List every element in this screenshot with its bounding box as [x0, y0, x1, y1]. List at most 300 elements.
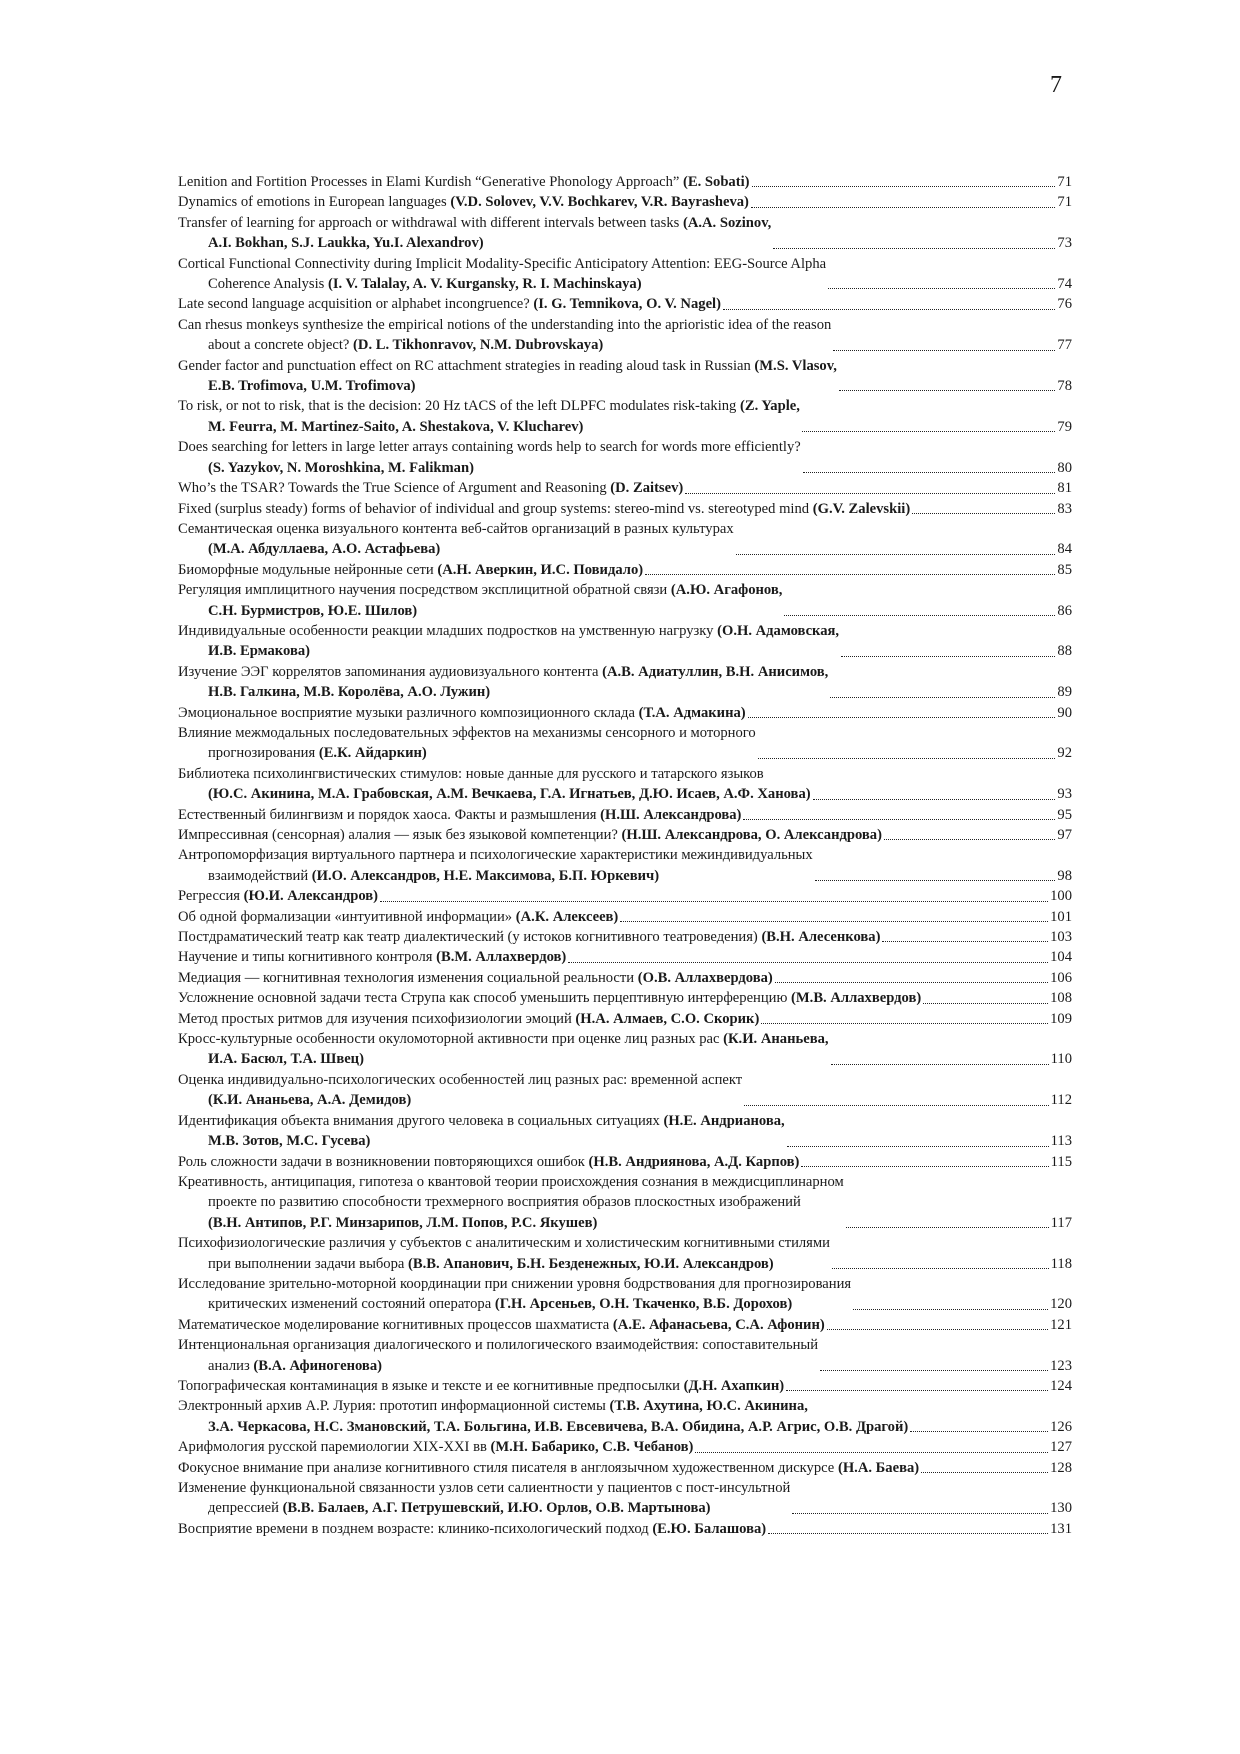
entry-authors: (А.Н. Аверкин, И.С. Повидало) [437, 561, 644, 578]
entry-line [178, 1009, 759, 1029]
table-of-contents [178, 172, 1072, 1539]
entry-authors: A.I. Bokhan, S.J. Laukka, Yu.I. Alexandrov) [208, 235, 484, 252]
entry-title: Психофизиологические различия у субъектов с аналитическим и холистическим когнитивными стилями [178, 1235, 830, 1252]
entry-authors: (В.В. Балаев, А.Г. Петрушевский, И.Ю. Орлов, О.В. Мартынова) [282, 1500, 711, 1517]
entry-authors: Н.В. Галкина, М.В. Королёва, А.О. Лужин) [208, 684, 491, 701]
entry-text [178, 703, 746, 723]
entry-authors: (К.И. Ананьева, А.А. Демидов) [208, 1092, 412, 1109]
entry-authors: (Д.Н. Ахапкин) [683, 1377, 785, 1394]
entry-title: Исследование зрительно-моторной координации при снижении уровня бодрствования для прогнозирования [178, 1275, 852, 1292]
entry-page-number: 115 [1050, 1153, 1072, 1170]
entry-title: Роль сложности задачи в возникновении повторяющихся ошибок [178, 1153, 589, 1170]
toc-entry[interactable] [178, 1437, 1072, 1457]
entry-title: Оценка индивидуально-психологических особенностей лиц разных рас: временной аспект [178, 1071, 743, 1088]
entry-title: Lenition and Fortition Processes in Elami Kurdish “Generative Phonology Approach” [178, 174, 684, 190]
entry-line [178, 356, 837, 376]
toc-entry[interactable] [178, 1070, 1072, 1111]
entry-line [178, 1478, 790, 1498]
toc-entry[interactable] [178, 968, 1072, 988]
toc-entry[interactable] [178, 580, 1072, 621]
entry-page-number: 88 [1057, 643, 1072, 660]
toc-entry[interactable] [178, 1029, 1072, 1070]
entry-authors: (V.D. Solovev, V.V. Bochkarev, V.R. Bayrasheva) [450, 194, 749, 211]
entry-authors: (Н.А. Алмаев, С.О. Скорик) [575, 1010, 760, 1027]
toc-entry[interactable] [178, 499, 1072, 519]
entry-text [178, 1152, 799, 1172]
page-number: 7 [1050, 72, 1062, 98]
dot-leader [784, 614, 1055, 616]
entry-text [178, 294, 721, 314]
entry-title: Gender factor and punctuation effect on RC attachment strategies in reading aloud task in Russian [178, 357, 755, 374]
dot-leader [744, 1104, 1049, 1106]
toc-entry[interactable] [178, 764, 1072, 805]
entry-title: Эмоциональное восприятие музыки различного композиционного склада [178, 704, 639, 721]
entry-line [178, 1437, 693, 1457]
entry-title: Изучение ЭЭГ коррелятов запоминания аудиовизуального контента [178, 663, 603, 680]
entry-text [178, 927, 880, 947]
entry-title: Фокусное внимание при анализе когнитивного стиля писателя в англоязычном художественном дискурсе [178, 1459, 838, 1476]
toc-entry[interactable] [178, 294, 1072, 314]
dot-leader [773, 247, 1055, 249]
dot-leader [841, 655, 1055, 657]
entry-line [178, 805, 741, 825]
entry-authors: (В.М. Аллахвердов) [436, 949, 567, 966]
dot-leader [645, 573, 1055, 575]
entry-authors: (G.V. Zalevskii) [812, 500, 911, 517]
entry-line [178, 1131, 785, 1151]
entry-text [178, 662, 828, 703]
entry-text [178, 437, 801, 478]
entry-title: Естественный билингвизм и порядок хаоса. Факты и размышления [178, 806, 601, 823]
entry-title: Антропоморфизация виртуального партнера и психологические характеристики межиндивидуальных [178, 847, 813, 864]
entry-title: проекте по развитию способности трехмерного восприятия образов плоскостных изображений [208, 1194, 801, 1211]
entry-page-number: 100 [1050, 888, 1072, 905]
entry-page-number: 126 [1050, 1418, 1072, 1435]
dot-leader [620, 920, 1048, 922]
entry-title: about a concrete object? [208, 337, 354, 354]
dot-leader [839, 389, 1056, 391]
entry-text [178, 886, 378, 906]
entry-authors: (M.S. Vlasov, [754, 357, 837, 374]
entry-page-number: 110 [1050, 1051, 1072, 1068]
entry-text [178, 968, 773, 988]
entry-title: Cortical Functional Connectivity during Implicit Modality-Specific Anticipatory Attention: EEG-Source Alpha [178, 255, 827, 272]
toc-entry[interactable] [178, 192, 1072, 212]
entry-line [178, 947, 566, 967]
entry-page-number: 71 [1057, 174, 1072, 190]
entry-authors: (Н.А. Баева) [837, 1459, 920, 1476]
entry-line [178, 1315, 825, 1335]
entry-authors: М.В. Зотов, М.С. Гусева) [208, 1133, 371, 1150]
entry-line [178, 437, 801, 457]
entry-page-number: 73 [1057, 235, 1072, 252]
entry-page-number: 83 [1057, 500, 1072, 517]
entry-line [178, 1233, 830, 1253]
dot-leader [775, 981, 1048, 983]
entry-text [178, 1172, 844, 1233]
entry-authors: (D. L. Tikhonravov, N.M. Dubrovskaya) [353, 337, 604, 354]
entry-text [178, 1458, 919, 1478]
entry-line [178, 1458, 919, 1478]
entry-title: Импрессивная (сенсорная) алалия — язык без языковой компетенции? [178, 827, 622, 843]
toc-entry[interactable] [178, 1376, 1072, 1396]
entry-text [178, 1111, 785, 1152]
entry-line [178, 1172, 844, 1192]
entry-page-number: 85 [1057, 561, 1072, 578]
entry-line [178, 172, 750, 192]
toc-entry[interactable] [178, 1172, 1072, 1233]
toc-entry[interactable] [178, 560, 1072, 580]
entry-line [178, 703, 746, 723]
entry-page-number: 121 [1050, 1316, 1072, 1333]
toc-entry[interactable] [178, 1315, 1072, 1335]
entry-line [178, 1254, 830, 1274]
toc-entry[interactable] [178, 1458, 1072, 1478]
entry-title: Изменение функциональной связанности узлов сети салиентности у пациентов с пост-инсультной [178, 1480, 791, 1496]
entry-line [178, 825, 882, 845]
dot-leader [853, 1308, 1048, 1310]
entry-text [178, 1519, 766, 1539]
entry-title: Постдраматический театр как театр диалектический (у истоков когнитивного театроведения) [178, 929, 762, 946]
entry-text [178, 621, 839, 662]
toc-entry[interactable] [178, 703, 1072, 723]
entry-line [178, 417, 800, 437]
entry-line [178, 254, 826, 274]
entry-text [178, 988, 921, 1008]
entry-page-number: 101 [1050, 908, 1072, 925]
toc-entry[interactable] [178, 396, 1072, 437]
dot-leader [912, 512, 1055, 514]
entry-authors: И.А. Басюл, Т.А. Швец) [208, 1051, 364, 1068]
entry-text [178, 1029, 829, 1070]
entry-authors: (Н.В. Андриянова, А.Д. Карпов) [588, 1153, 800, 1170]
entry-line [178, 1376, 784, 1396]
entry-line [178, 1519, 766, 1539]
entry-line [178, 560, 643, 580]
toc-entry[interactable] [178, 1396, 1072, 1437]
dot-leader [820, 1369, 1048, 1371]
entry-line [178, 1274, 851, 1294]
entry-page-number: 127 [1050, 1439, 1072, 1456]
toc-entry[interactable] [178, 662, 1072, 703]
entry-title: Does searching for letters in large letter arrays containing words help to search for words more efficiently? [178, 439, 801, 456]
entry-title: Интенциональная организация диалогического и полилогического взаимодействия: сопоставительный [178, 1337, 819, 1354]
entry-title: анализ [208, 1357, 254, 1374]
entry-line [178, 233, 771, 253]
dot-leader [828, 287, 1055, 289]
entry-authors: (Е.Ю. Балашова) [652, 1520, 767, 1537]
entry-title: Индивидуальные особенности реакции младших подростков на умственную нагрузку [178, 622, 718, 639]
toc-entry[interactable] [178, 907, 1072, 927]
dot-leader [833, 349, 1055, 351]
toc-entry[interactable] [178, 254, 1072, 295]
entry-text [178, 172, 750, 192]
entry-title: Идентификация объекта внимания другого человека в социальных ситуациях [178, 1112, 664, 1129]
entry-page-number: 78 [1057, 378, 1072, 395]
dot-leader [768, 1532, 1048, 1534]
entry-text [178, 1233, 830, 1274]
entry-page-number: 90 [1057, 704, 1072, 721]
entry-page-number: 117 [1050, 1214, 1072, 1231]
entry-authors: (Е.К. Айдаркин) [318, 745, 427, 762]
entry-title: Медиация — когнитивная технология изменения социальной реальности [178, 969, 638, 986]
entry-authors: З.А. Черкасова, Н.С. Змановский, Т.А. Больгина, И.В. Евсевичева, В.А. Обидина, А.Р. Агрис, О.В. Драгой) [208, 1418, 909, 1435]
entry-title: Математическое моделирование когнитивных процессов шахматиста [178, 1316, 613, 1333]
entry-authors: (Н.Е. Андрианова, [663, 1112, 785, 1129]
entry-title: Coherence Analysis [208, 276, 328, 293]
entry-page-number: 74 [1057, 276, 1072, 293]
entry-line [178, 1213, 844, 1233]
entry-text [178, 1437, 693, 1457]
entry-line [178, 1192, 844, 1212]
toc-entry[interactable] [178, 947, 1072, 967]
entry-page-number: 104 [1050, 949, 1072, 966]
entry-line [178, 1070, 742, 1090]
toc-entry[interactable] [178, 172, 1072, 192]
entry-line [178, 907, 618, 927]
entry-title: Who’s the TSAR? Towards the True Science of Argument and Reasoning [178, 480, 611, 497]
dot-leader [743, 818, 1055, 820]
dot-leader [723, 308, 1055, 310]
entry-authors: (А.Ю. Агафонов, [670, 582, 783, 599]
entry-page-number: 77 [1057, 337, 1072, 354]
entry-title: Transfer of learning for approach or withdrawal with different intervals between tasks [178, 214, 683, 231]
dot-leader [846, 1226, 1049, 1228]
entry-text [178, 580, 782, 621]
entry-line [178, 743, 756, 763]
toc-entry[interactable] [178, 315, 1072, 356]
entry-line [178, 601, 782, 621]
entry-line [178, 478, 683, 498]
entry-title: критических изменений состояний оператора [208, 1296, 495, 1313]
entry-title: взаимодействий [208, 867, 312, 884]
entry-page-number: 123 [1050, 1357, 1072, 1374]
entry-line [178, 1498, 790, 1518]
entry-text [178, 560, 643, 580]
entry-authors: E.B. Trofimova, U.M. Trofimova) [208, 378, 416, 395]
dot-leader [815, 879, 1056, 881]
entry-title: Об одной формализации «интуитивной информации» [178, 908, 516, 925]
toc-entry[interactable] [178, 1335, 1072, 1376]
entry-title: депрессией [208, 1500, 283, 1517]
entry-line [178, 1356, 818, 1376]
entry-line [178, 621, 839, 641]
entry-line [178, 580, 782, 600]
entry-title: Влияние межмодальных последовательных эффектов на механизмы сенсорного и моторного [178, 724, 756, 741]
entry-page-number: 80 [1057, 459, 1072, 476]
entry-line [178, 682, 828, 702]
entry-page-number: 103 [1050, 929, 1072, 946]
entry-title: Can rhesus monkeys synthesize the empirical notions of the understanding into the aprioristic idea of the reason [178, 316, 832, 333]
toc-entry[interactable] [178, 478, 1072, 498]
dot-leader [685, 492, 1055, 494]
entry-page-number: 128 [1050, 1459, 1072, 1476]
entry-line [178, 764, 811, 784]
entry-page-number: 109 [1050, 1010, 1072, 1027]
dot-leader [748, 716, 1056, 718]
dot-leader [884, 838, 1055, 840]
entry-authors: (И.О. Александров, Н.Е. Максимова, Б.П. Юркевич) [311, 867, 660, 884]
entry-authors: (Ю.С. Акинина, М.А. Грабовская, А.М. Вечкаева, Г.А. Игнатьев, Д.Ю. Исаев, А.Ф. Ханова) [208, 786, 811, 803]
entry-authors: И.В. Ермакова) [208, 643, 310, 660]
entry-line [178, 662, 828, 682]
entry-authors: (Т.А. Адмакина) [638, 704, 746, 721]
dot-leader [568, 961, 1048, 963]
entry-text [178, 213, 771, 254]
toc-entry[interactable] [178, 1519, 1072, 1539]
dot-leader [832, 1267, 1049, 1269]
entry-line [178, 213, 771, 233]
entry-page-number: 108 [1050, 990, 1072, 1007]
entry-text [178, 1274, 851, 1315]
entry-page-number: 131 [1050, 1520, 1072, 1537]
entry-page-number: 84 [1057, 541, 1072, 558]
entry-line [178, 1090, 742, 1110]
entry-line [178, 927, 880, 947]
toc-entry[interactable] [178, 621, 1072, 662]
entry-authors: С.Н. Бурмистров, Ю.Е. Шилов) [208, 602, 418, 619]
entry-authors: (Г.Н. Арсеньев, О.Н. Ткаченко, В.Б. Дорохов) [494, 1296, 793, 1313]
entry-text [178, 499, 910, 519]
toc-entry[interactable] [178, 1478, 1072, 1519]
entry-line [178, 641, 839, 661]
entry-page-number: 120 [1050, 1296, 1072, 1313]
entry-text [178, 356, 837, 397]
entry-title: Кросс-культурные особенности окуломоторной активности при оценке лиц разных рас [178, 1031, 724, 1048]
toc-entry[interactable] [178, 1009, 1072, 1029]
dot-leader [827, 1328, 1048, 1330]
entry-authors: (А.Е. Афанасьева, С.А. Афонин) [612, 1316, 825, 1333]
entry-line [178, 294, 721, 314]
dot-leader [831, 1063, 1049, 1065]
entry-page-number: 89 [1057, 684, 1072, 701]
dot-leader [921, 1471, 1048, 1473]
entry-authors: (О.Н. Адамовская, [717, 622, 840, 639]
entry-page-number: 113 [1050, 1133, 1072, 1150]
entry-title: Метод простых ритмов для изучения психофизиологии эмоций [178, 1010, 576, 1027]
entry-title: Научение и типы когнитивного контроля [178, 949, 437, 966]
entry-line [178, 519, 734, 539]
entry-page-number: 86 [1057, 602, 1072, 619]
entry-text [178, 1315, 825, 1335]
entry-line [178, 886, 378, 906]
toc-entry[interactable] [178, 519, 1072, 560]
entry-title: Семантическая оценка визуального контента веб-сайтов организаций в разных культурах [178, 520, 734, 537]
entry-authors: (S. Yazykov, N. Moroshkina, M. Falikman) [208, 459, 474, 476]
entry-page-number: 93 [1057, 786, 1072, 803]
dot-leader [923, 1002, 1048, 1004]
entry-text [178, 1335, 818, 1376]
dot-leader [801, 1165, 1048, 1167]
toc-entry[interactable] [178, 213, 1072, 254]
entry-line [178, 335, 831, 355]
toc-entry[interactable] [178, 988, 1072, 1008]
entry-text [178, 947, 566, 967]
toc-entry[interactable] [178, 1111, 1072, 1152]
toc-entry[interactable] [178, 805, 1072, 825]
dot-leader [761, 1022, 1048, 1024]
entry-title: To risk, or not to risk, that is the decision: 20 Hz tACS of the left DLPFC modulates risk-taking [178, 398, 741, 415]
entry-text [178, 192, 749, 212]
entry-authors: (Т.В. Ахутина, Ю.С. Акинина, [609, 1398, 808, 1415]
entry-authors: (Н.Ш. Александрова) [600, 806, 742, 823]
entry-line [178, 1335, 818, 1355]
toc-entry[interactable] [178, 1274, 1072, 1315]
entry-authors: (I. G. Temnikova, O. V. Nagel) [533, 296, 721, 313]
entry-page-number: 71 [1057, 194, 1072, 211]
entry-line [178, 1152, 799, 1172]
entry-text [178, 845, 813, 886]
entry-text [178, 1396, 908, 1437]
entry-title: Креативность, антиципация, гипотеза о квантовой теории происхождения сознания в междисциплинарном [178, 1173, 844, 1190]
entry-authors: (В.Н. Антипов, Р.Г. Минзарипов, Л.М. Попов, Р.С. Якушев) [208, 1214, 598, 1231]
toc-entry[interactable] [178, 723, 1072, 764]
entry-line [178, 499, 910, 519]
entry-text [178, 1009, 759, 1029]
entry-page-number: 118 [1050, 1255, 1072, 1272]
entry-page-number: 79 [1057, 418, 1072, 435]
dot-leader [813, 798, 1056, 800]
dot-leader [830, 696, 1055, 698]
entry-line [178, 192, 749, 212]
dot-leader [802, 430, 1056, 432]
entry-title: Late second language acquisition or alphabet incongruence? [178, 296, 534, 313]
entry-title: Электронный архив А.Р. Лурия: прототип информационной системы [178, 1398, 610, 1415]
entry-authors: (А.В. Адиатуллин, В.Н. Анисимов, [602, 663, 829, 680]
entry-title: Арифмология русской паремиологии XIX-XXI вв [178, 1439, 491, 1456]
entry-line [178, 1396, 908, 1416]
toc-entry[interactable] [178, 356, 1072, 397]
entry-text [178, 254, 826, 295]
entry-line [178, 376, 837, 396]
entry-text [178, 1070, 742, 1111]
entry-title: Биоморфные модульные нейронные сети [178, 561, 438, 578]
dot-leader [792, 1512, 1048, 1514]
entry-authors: (A.A. Sozinov, [682, 214, 772, 231]
dot-leader [882, 940, 1048, 942]
entry-page-number: 106 [1050, 969, 1072, 986]
entry-authors: (М.Н. Бабарико, С.В. Чебанов) [490, 1439, 694, 1456]
toc-entry[interactable] [178, 886, 1072, 906]
entry-title: Fixed (surplus steady) forms of behavior of individual and group systems: stereo-mind vs. stereotyped mind [178, 500, 813, 517]
dot-leader [695, 1451, 1048, 1453]
entry-authors: (Ю.И. Александров) [243, 888, 379, 905]
toc-entry[interactable] [178, 437, 1072, 478]
toc-entry[interactable] [178, 825, 1072, 845]
toc-entry[interactable] [178, 1233, 1072, 1274]
entry-text [178, 907, 618, 927]
entry-text [178, 519, 734, 560]
toc-entry[interactable] [178, 1152, 1072, 1172]
entry-line [178, 845, 813, 865]
entry-authors: (М.В. Аллахвердов) [791, 990, 922, 1007]
toc-entry[interactable] [178, 845, 1072, 886]
entry-text [178, 825, 882, 845]
toc-entry[interactable] [178, 927, 1072, 947]
entry-title: при выполнении задачи выбора [208, 1255, 409, 1272]
entry-title: Восприятие времени в позднем возрасте: клинико-психологический подход [178, 1520, 653, 1537]
entry-line [178, 396, 800, 416]
entry-line [178, 723, 756, 743]
entry-line [178, 315, 831, 335]
entry-authors: M. Feurra, M. Martinez-Saito, A. Shestakova, V. Klucharev) [208, 418, 584, 435]
entry-title: Библиотека психолингвистических стимулов: новые данные для русского и татарского языков [178, 765, 764, 782]
entry-text [178, 1478, 790, 1519]
entry-text [178, 805, 741, 825]
entry-authors: (А.К. Алексеев) [515, 908, 619, 925]
dot-leader [787, 1145, 1049, 1147]
entry-authors: (В.А. Афиногенова) [253, 1357, 382, 1374]
